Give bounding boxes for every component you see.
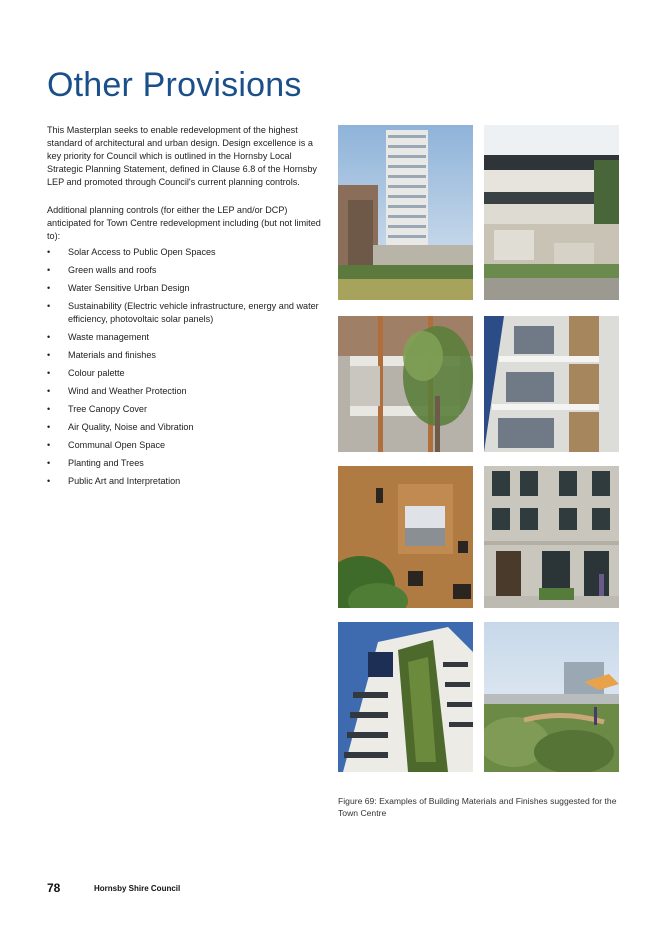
list-item: • Colour palette [47, 368, 125, 378]
photo-concrete-balconies [484, 125, 619, 300]
footer-council-name: Hornsby Shire Council [94, 884, 181, 893]
list-item: • Materials and finishes [47, 350, 156, 360]
page-number: 78 [47, 881, 61, 895]
provisions-list [47, 246, 323, 493]
list-item: • Planting and Trees [47, 458, 144, 468]
photo-tower [338, 125, 473, 300]
list-item: • Wind and Weather Protection [47, 386, 187, 396]
list-item: • Green walls and roofs [47, 265, 157, 275]
intro-paragraph: This Masterplan seeks to enable redevelopment of the highest standard of architectural and urban design. Design excellence is a key priority for Council which is outlined in the Hornsby Local Strategic Planning Statement, defined in Clause 6.8 of the Hornsby LEP and promoted through Council's current planning controls. [47, 125, 317, 188]
photo-timber-balconies [338, 316, 473, 452]
photo-dark-facade [484, 466, 619, 608]
controls-paragraph: Additional planning controls (for either the LEP and/or DCP) anticipated for Town Centre redevelopment including (but not limited to): [47, 205, 321, 242]
list-item: • Water Sensitive Urban Design [47, 283, 190, 293]
bullet-icon: • [47, 386, 51, 396]
list-item: • Tree Canopy Cover [47, 404, 148, 414]
bullet-icon: • [47, 301, 51, 311]
list-item: • Public Art and Interpretation [47, 476, 181, 486]
list-item: • Air Quality, Noise and Vibration [47, 422, 194, 432]
list-item: • Solar Access to Public Open Spaces [47, 247, 216, 257]
bullet-icon: • [47, 476, 51, 486]
bullet-icon: • [47, 247, 51, 257]
photo-timber-slats [484, 316, 619, 452]
bullet-icon: • [47, 440, 51, 450]
bullet-icon: • [47, 350, 51, 360]
photo-green-wall [338, 622, 473, 772]
bullet-icon: • [47, 458, 51, 468]
bullet-icon: • [47, 332, 51, 342]
bullet-icon: • [47, 404, 51, 414]
figure-caption: Figure 69: Examples of Building Materials and Finishes suggested for the Town Centre [338, 796, 617, 818]
bullet-icon: • [47, 265, 51, 275]
bullet-icon: • [47, 422, 51, 432]
list-item: • Communal Open Space [47, 440, 166, 450]
photo-rooftop-garden [484, 622, 619, 772]
list-item: • Waste management [47, 332, 150, 342]
page-title: Other Provisions [47, 66, 302, 104]
photo-brick-facade [338, 466, 473, 608]
bullet-icon: • [47, 283, 51, 293]
list-item: • Sustainability (Electric vehicle infrastructure, energy and water efficiency, photovoltaic solar panels) [47, 301, 319, 324]
bullet-icon: • [47, 368, 51, 378]
